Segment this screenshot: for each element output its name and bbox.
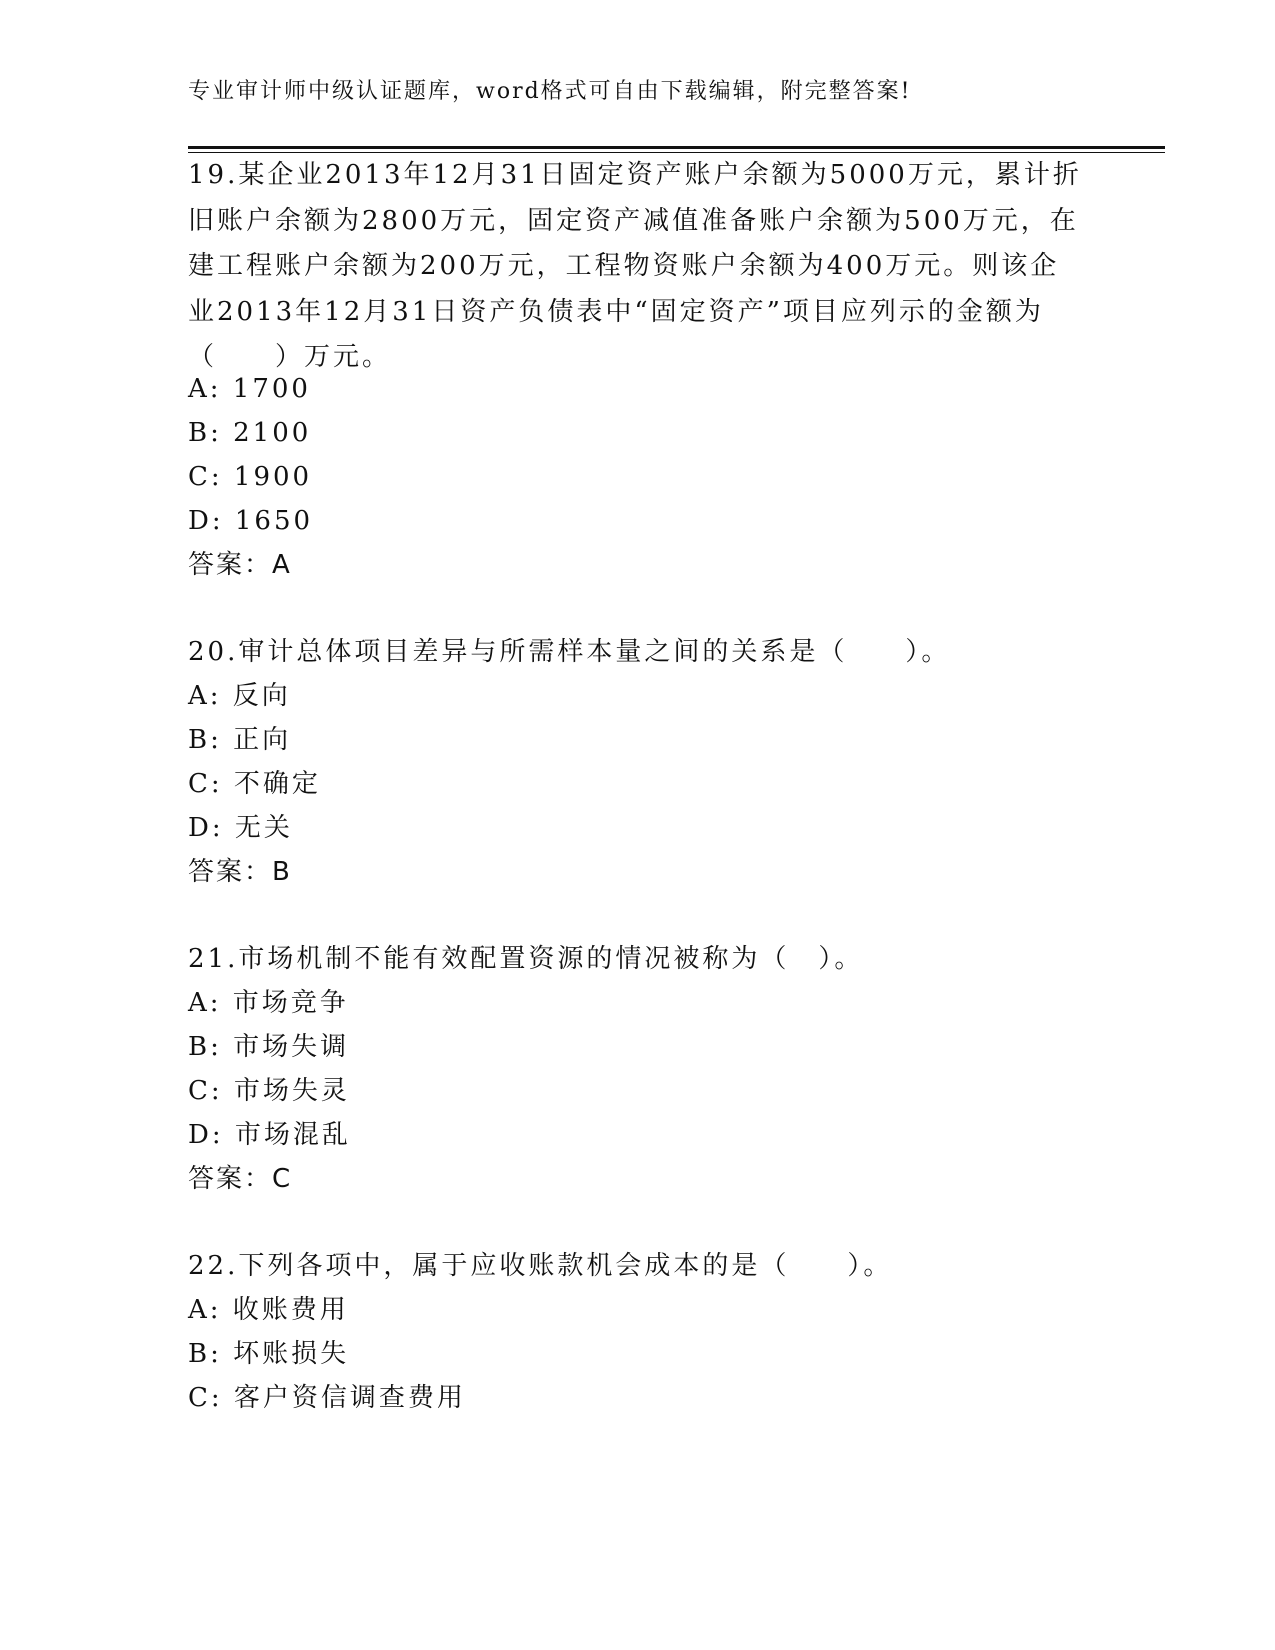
question-20-option-c: C: 不确定 bbox=[188, 769, 321, 799]
header-rule-thick bbox=[188, 146, 1165, 149]
question-19-option-a: A: 1700 bbox=[188, 374, 311, 404]
question-22-option-a: A: 收账费用 bbox=[188, 1295, 349, 1325]
question-22-stem: 22.下列各项中，属于应收账款机会成本的是（ ）。 bbox=[188, 1251, 893, 1281]
question-21-answer: 答案：C bbox=[188, 1164, 293, 1194]
page-header: 专业审计师中级认证题库，word格式可自由下载编辑，附完整答案! bbox=[188, 79, 912, 104]
question-22-option-b: B: 坏账损失 bbox=[188, 1339, 350, 1369]
question-20-option-a: A: 反向 bbox=[188, 681, 291, 711]
question-21-option-a: A: 市场竞争 bbox=[188, 988, 349, 1018]
question-19-option-c: C: 1900 bbox=[188, 462, 313, 492]
question-20-option-b: B: 正向 bbox=[188, 725, 292, 755]
question-22-option-c: C: 客户资信调查费用 bbox=[188, 1383, 466, 1413]
question-19-stem: 19.某企业2013年12月31日固定资产账户余额为5000万元，累计折旧账户余额为2800万元，固定资产减值准备账户余额为500万元，在建工程账户余额为200万元，工程物资账户余额为400万元。则该企业2013年12月31日资产负债表中“固定资产”项目应列示的金额为（ ）万元。 bbox=[188, 160, 1082, 373]
question-19-option-d: D: 1650 bbox=[188, 506, 314, 536]
question-21-stem: 21.市场机制不能有效配置资源的情况被称为（ ）。 bbox=[188, 944, 864, 974]
question-21-option-b: B: 市场失调 bbox=[188, 1032, 350, 1062]
question-20-option-d: D: 无关 bbox=[188, 813, 293, 843]
question-20-stem: 20.审计总体项目差异与所需样本量之间的关系是（ ）。 bbox=[188, 637, 951, 667]
question-19-answer: 答案：A bbox=[188, 550, 292, 580]
question-21-option-c: C: 市场失灵 bbox=[188, 1076, 350, 1106]
question-19-option-b: B: 2100 bbox=[188, 418, 312, 448]
question-21-option-d: D: 市场混乱 bbox=[188, 1120, 351, 1150]
question-20-answer: 答案：B bbox=[188, 857, 292, 887]
